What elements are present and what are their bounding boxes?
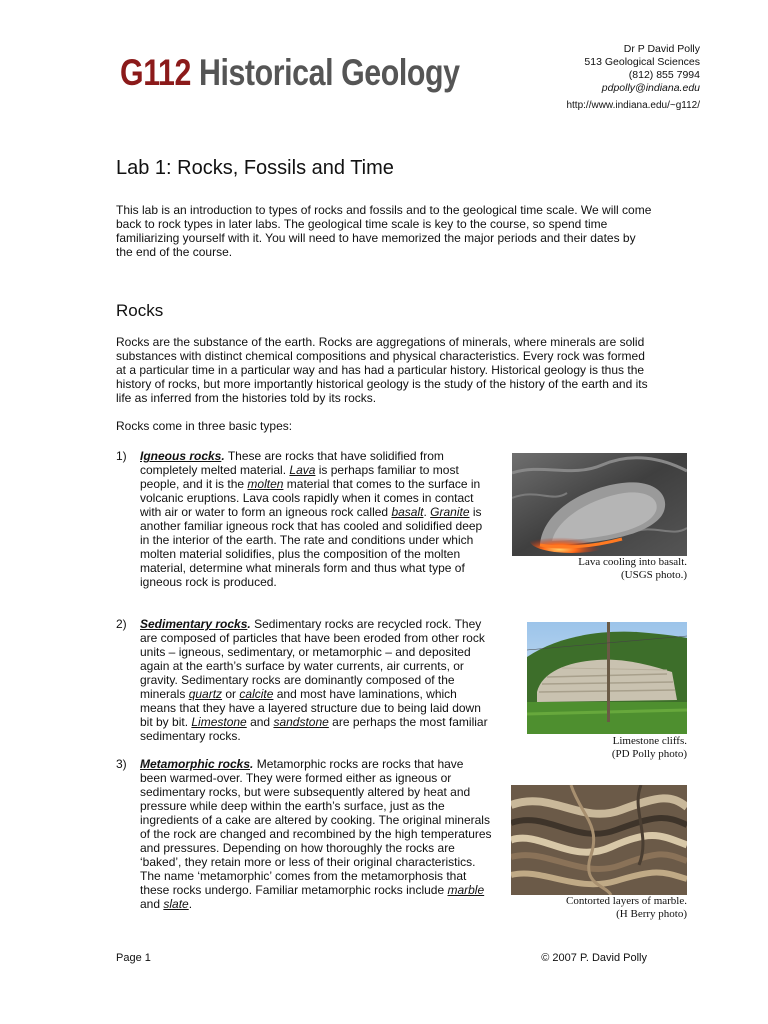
text: or: [222, 687, 240, 701]
text: and: [246, 715, 274, 729]
text: are perhaps the most familiar sedimentary rocks.: [140, 715, 488, 743]
caption-line: Lava cooling into basalt.: [578, 556, 687, 568]
item-number: 1): [116, 449, 127, 463]
keyword-granite: Granite: [430, 505, 470, 519]
term-metamorphic: Metamorphic rocks: [140, 757, 251, 771]
text: material that comes to the surface in volcanic eruptions. Lava cools rapidly when it comes in contact with air or water to form an igneous rock called: [140, 477, 481, 519]
lab-title: Lab 1: Rocks, Fossils and Time: [116, 157, 394, 179]
text: and most have laminations, which means that they have a layered structure due to being laid down bit by bit.: [140, 687, 481, 729]
lava-caption: [512, 556, 687, 582]
types-intro: Rocks come in three basic types:: [116, 419, 293, 433]
course-name: Historical Geology: [198, 52, 460, 93]
limestone-photo: [527, 622, 687, 734]
term-sedimentary: Sedimentary rocks: [140, 617, 248, 631]
caption-credit: (PD Polly photo): [611, 748, 687, 760]
keyword-sandstone: sandstone: [273, 715, 329, 729]
caption-line: Limestone cliffs.: [612, 735, 687, 747]
marble-photo: [511, 785, 687, 895]
text: is another familiar igneous rock that has cooled and solidified deep in the interior of the earth. The rate and conditions under which molten material solidifies, plus the composition of the molten material, determine what minerals form and thus what type of igneous rock is produced.: [140, 505, 483, 589]
lava-photo: [512, 453, 687, 556]
text: and: [140, 897, 164, 911]
copyright: © 2007 P. David Polly: [541, 952, 647, 964]
course-title: [120, 52, 460, 94]
keyword-lava: Lava: [289, 463, 316, 477]
keyword-quartz: quartz: [188, 687, 223, 701]
rocks-heading: Rocks: [116, 301, 164, 320]
keyword-basalt: basalt: [391, 505, 424, 519]
text: is perhaps familiar to most people, and it is the: [140, 463, 459, 491]
course-url: http://www.indiana.edu/~g112/: [566, 100, 700, 111]
rocks-paragraph: Rocks are the substance of the earth. Rocks are aggregations of minerals, where minerals are solid substances with distinct chemical compositions and physical characteristics. Every rock was formed at a particular time in a particular way and has had a particular history. Historical geology is thus the history of rocks, but more importantly historical geology is the study of the history of the earth and its life as inferred from the histories told by its rocks.: [116, 335, 648, 405]
caption-line: Contorted layers of marble.: [566, 895, 687, 907]
item-number: 2): [116, 617, 127, 631]
keyword-limestone: Limestone: [191, 715, 247, 729]
intro-paragraph: This lab is an introduction to types of rocks and fossils and to the geological time scale. We will come back to rock types in later labs. The geological time scale is key to the course, so spend time familiarizing yourself with it. You will need to have memorized the major periods and their dates by the end of the course.: [116, 203, 652, 259]
text: .: [188, 897, 193, 911]
instructor-name: Dr P David Polly: [623, 43, 700, 55]
sedimentary-paragraph: Sedimentary rocks. Sedimentary rocks are recycled rock. They are composed of particles that have been eroded from other rock units – igneous, sedimentary, or metamorphic – and deposited again at the earth’s surface by water currents, air currents, or gravity. Sedimentary rocks are dominantly composed of the minerals quartz or calcite and most have laminations, which means that they have a layered structure due to being laid down bit by bit. Limestone and sandstone are perhaps the most familiar sedimentary rocks.: [140, 617, 488, 743]
page-number: Page 1: [116, 952, 151, 964]
text: Sedimentary rocks are recycled rock. They are composed of particles that have been eroded from other rock units – igneous, sedimentary, or metamorphic – and deposited again at the earth’s surface by water currents, air currents, or gravity. Sedimentary rocks are dominantly composed of the minerals: [140, 617, 485, 701]
keyword-calcite: calcite: [239, 687, 274, 701]
marble-caption: [511, 895, 687, 921]
caption-credit: (USGS photo.): [620, 569, 687, 581]
caption-credit: (H Berry photo): [616, 908, 687, 920]
course-code: G112: [120, 52, 191, 93]
text: .: [423, 505, 431, 519]
office-location: 513 Geological Sciences: [584, 56, 700, 68]
keyword-slate: slate: [163, 897, 189, 911]
metamorphic-paragraph: Metamorphic rocks. Metamorphic rocks are rocks that have been warmed-over. They were formed either as igneous or sedimentary rocks, but were subsequently altered by heat and pressure while deep within the earth’s surface, just as the ingredients of a cake are altered by cooking. The original minerals of the rock are changed and recombined by the high temperatures and pressures. Depending on how thoroughly the rocks are ‘baked’, they retain more or less of their original characteristics. The name ‘metamorphic’ comes from the metamorphosis that these rocks undergo. Familiar metamorphic rocks include marble and slate.: [140, 757, 492, 911]
igneous-paragraph: Igneous rocks. These are rocks that have solidified from completely melted material. Lava is perhaps familiar to most people, and it is the molten material that comes to the surface in volcanic eruptions. Lava cools rapidly when it comes in contact with air or water to form an igneous rock called basalt. Granite is another familiar igneous rock that has cooled and solidified deep in the interior of the earth. The rate and conditions under which molten material solidifies, plus the composition of the molten material, determine what minerals form and thus what type of igneous rock is produced.: [140, 449, 483, 589]
keyword-molten: molten: [247, 477, 284, 491]
term-igneous: Igneous rocks: [140, 449, 222, 463]
email-address: pdpolly@indiana.edu: [601, 82, 700, 94]
keyword-marble: marble: [447, 883, 485, 897]
phone-number: (812) 855 7994: [628, 69, 700, 81]
text: These are rocks that have solidified from completely melted material.: [140, 449, 444, 477]
text: Metamorphic rocks are rocks that have been warmed-over. They were formed either as igneous or sedimentary rocks, but were subsequently altered by heat and pressure while deep within the earth’s surface, just as the ingredients of a cake are altered by cooking. The original minerals of the rock are changed and recombined by the high temperatures and pressures. Depending on how thoroughly the rocks are ‘baked’, they retain more or less of their original characteristics. The name ‘metamorphic’ comes from the metamorphosis that these rocks undergo. Familiar metamorphic rocks include: [140, 757, 492, 897]
limestone-caption: [527, 735, 687, 761]
item-number: 3): [116, 757, 127, 771]
contact-block: [584, 43, 700, 95]
